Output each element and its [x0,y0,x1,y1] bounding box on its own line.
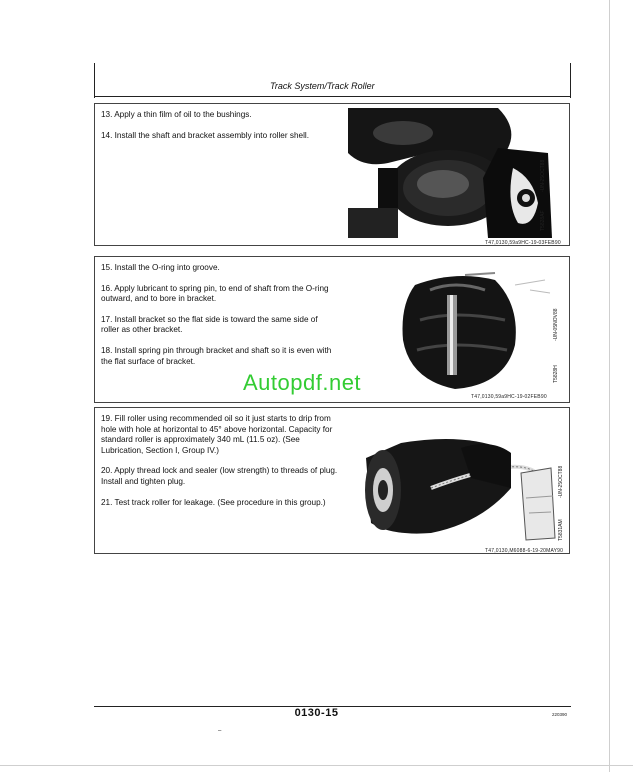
step-list [101,414,339,518]
step-21: 21. Test track roller for leakage. (See procedure in this group.) [101,497,326,507]
page-header-title: Track System/Track Roller [270,81,375,91]
footer-date-code: 220390 [552,712,568,717]
footer-mark: – [218,728,222,734]
page-edge-bottom [0,765,633,766]
header-rule [94,96,571,97]
step-16: 16. Apply lubricant to spring pin, to end of shaft from the O-ring outward, and to bore in bracket. [101,283,329,304]
step-17: 17. Install bracket so the flat side is toward the same side of roller as other bracket. [101,314,318,335]
photo-shaft-bracket-assembly [348,108,552,238]
figure-side-code: -UN-25OCT88 [558,465,564,498]
step-14: 14. Install the shaft and bracket assembly into roller shell. [101,130,309,140]
step-15: 15. Install the O-ring into groove. [101,263,220,272]
figure-caption: T47,0130,M6088-6-19-20MAY90 [485,548,564,554]
step-20: 20. Apply thread lock and sealer (low strength) to threads of plug. Install and tighten plug. [101,466,338,486]
step-list [101,263,336,377]
figure-side-code: -UN-25OCT88 [540,159,546,192]
page-edge-right [609,0,610,772]
figure-side-code: -UN-05NOV88 [553,308,559,341]
figure-caption: T47,0130,59a9HC-19-02FEB90 [471,394,547,400]
step-list [101,110,336,151]
photo-fill-roller-oil [361,428,557,546]
step-13: 13. Apply a thin film of oil to the bushings. [101,110,252,119]
photo-spring-pin-install [395,265,555,391]
page-number: 0130-15 [294,707,339,719]
figure-side-id: T5828AF [540,210,546,231]
procedure-section-1 [94,103,570,246]
figure-side-id: T5831AM [558,519,564,541]
step-18: 18. Install spring pin through bracket and shaft so it is even with the flat surface of bracket. [101,345,332,366]
step-19: 19. Fill roller using recommended oil so it just starts to drip from hole with hole at horizontal to 45° above horizontal. Capacity for standard roller is approximately 340 mL (11.5 oz). (See Lubrication, Section I, Group IV.) [101,414,333,455]
figure-caption: T47,0130,59a9HC-19-03FEB90 [485,240,561,246]
figure-side-id: T5828H [553,365,559,383]
header-left-rule [94,63,95,98]
procedure-section-3 [94,407,570,554]
header-right-rule [570,63,571,98]
watermark-text: Autopdf.net [243,370,362,395]
